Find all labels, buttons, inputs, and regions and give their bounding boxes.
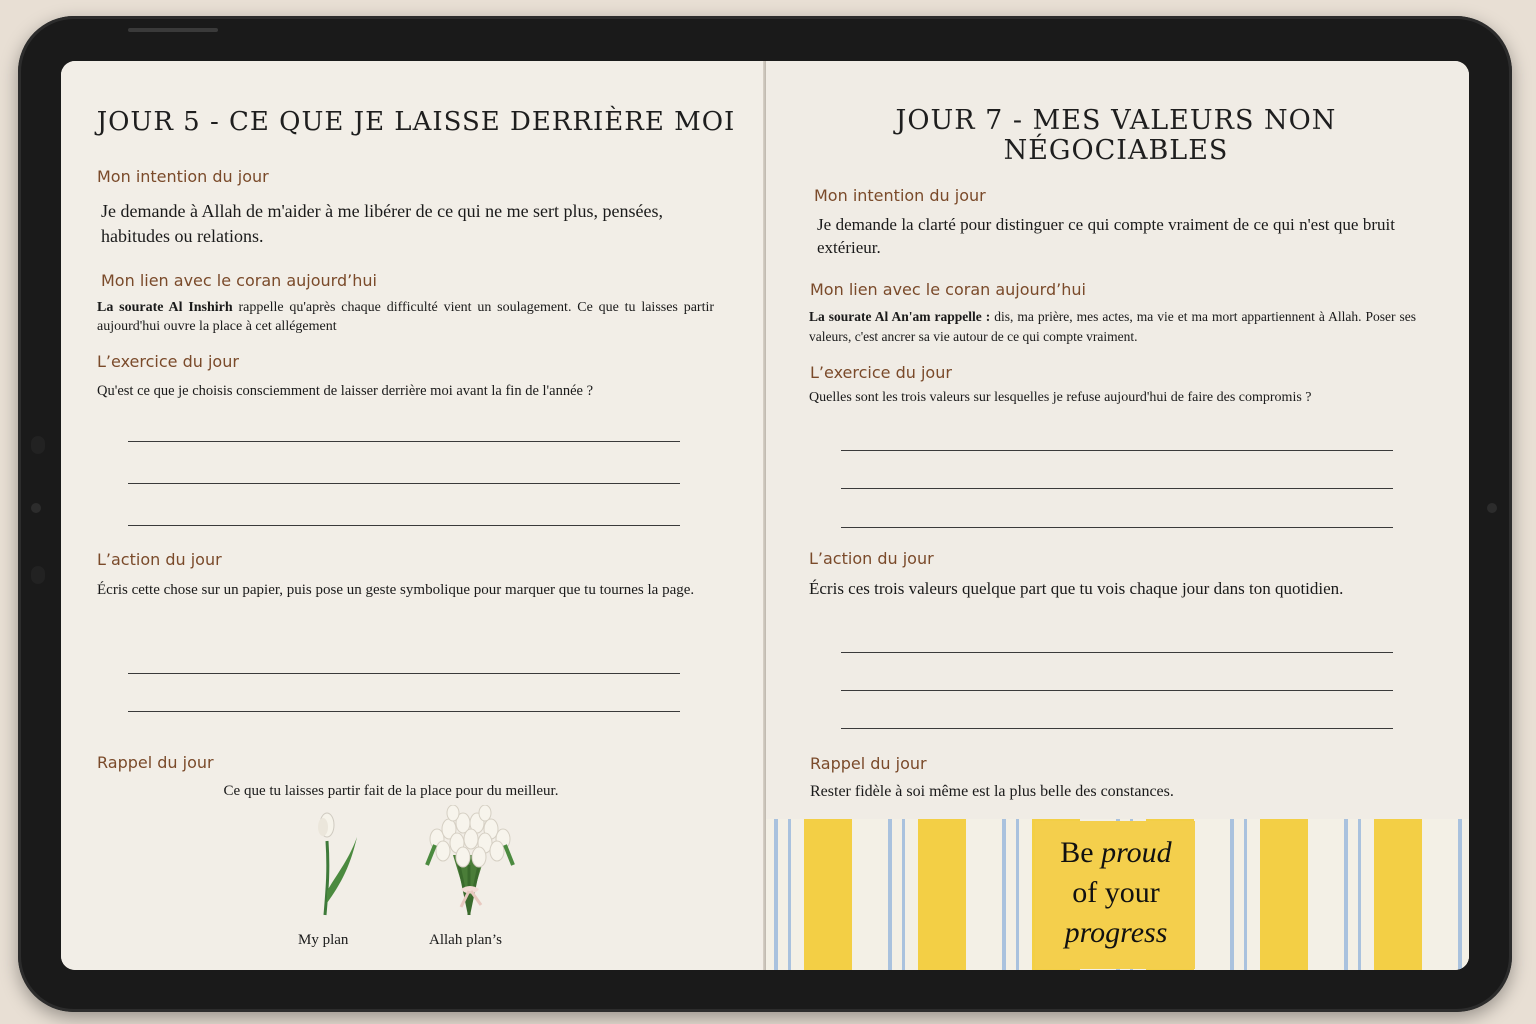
left-coran-bold: La sourate Al Inshirh bbox=[97, 300, 233, 315]
left-intention-text: Je demande à Allah de m'aider à me libérer de ce qui ne me sert plus, pensées, habitudes ou relations. bbox=[101, 201, 664, 246]
right-rappel-text: Rester fidèle à soi même est la plus belle des constances. bbox=[810, 783, 1174, 800]
left-exercice-heading: L’exercice du jour bbox=[97, 352, 239, 371]
right-action-heading: L’action du jour bbox=[809, 549, 934, 568]
writing-line[interactable] bbox=[841, 652, 1393, 653]
quote-word-of-your: of your bbox=[1072, 876, 1160, 909]
writing-line[interactable] bbox=[128, 711, 680, 712]
motivational-quote bbox=[1036, 833, 1196, 953]
right-intention-heading: Mon intention du jour bbox=[814, 186, 986, 205]
quote-word-proud: proud bbox=[1101, 836, 1172, 869]
right-action-text: Écris ces trois valeurs quelque part que tu vois chaque jour dans ton quotidien. bbox=[809, 579, 1344, 598]
writing-line[interactable] bbox=[128, 483, 680, 484]
right-intention-text: Je demande la clarté pour distinguer ce qui compte vraiment de ce qui n'est que bruit extérieur. bbox=[817, 215, 1395, 257]
right-exercice-heading: L’exercice du jour bbox=[810, 363, 952, 382]
side-button-bottom bbox=[31, 566, 45, 584]
left-coran-body: rappelle qu'après chaque difficulté vient un soulagement. Ce que tu laisses partir aujourd'hui ouvre la place à cet allégement bbox=[97, 300, 715, 334]
left-page-title: JOUR 5 - CE QUE JE LAISSE DERRIÈRE MOI bbox=[96, 107, 736, 137]
writing-line[interactable] bbox=[128, 441, 680, 442]
writing-line[interactable] bbox=[841, 728, 1393, 729]
left-coran-heading: Mon lien avec le coran aujourd’hui bbox=[101, 271, 377, 290]
tablet-screen bbox=[61, 61, 1469, 970]
left-exercice-text: Qu'est ce que je choisis consciemment de laisser derrière moi avant la fin de l'année ? bbox=[97, 383, 594, 399]
power-button bbox=[128, 28, 218, 32]
my-plan-label: My plan bbox=[298, 932, 349, 948]
quote-word-be: Be bbox=[1060, 836, 1094, 869]
right-coran-bold: La sourate Al An'am rappelle : bbox=[809, 309, 991, 324]
right-coran-heading: Mon lien avec le coran aujourd’hui bbox=[810, 280, 1086, 299]
right-rappel-heading: Rappel du jour bbox=[810, 754, 927, 773]
right-exercice-text: Quelles sont les trois valeurs sur lesquelles je refuse aujourd'hui de faire des compromis ? bbox=[809, 390, 1312, 405]
writing-line[interactable] bbox=[841, 527, 1393, 528]
single-tulip-image bbox=[313, 811, 363, 919]
writing-line[interactable] bbox=[841, 450, 1393, 451]
left-action-heading: L’action du jour bbox=[97, 550, 222, 569]
left-rappel-heading: Rappel du jour bbox=[97, 753, 214, 772]
writing-line[interactable] bbox=[841, 690, 1393, 691]
writing-line[interactable] bbox=[128, 525, 680, 526]
left-rappel-text: Ce que tu laisses partir fait de la place pour du meilleur. bbox=[223, 783, 559, 799]
camera-right bbox=[1487, 503, 1497, 513]
camera-left bbox=[31, 503, 41, 513]
allah-plan-label: Allah plan’s bbox=[429, 932, 502, 948]
left-action-text: Écris cette chose sur un papier, puis pose un geste symbolique pour marquer que tu tournes la page. bbox=[97, 582, 695, 598]
right-coran-text bbox=[809, 307, 1416, 347]
left-page[interactable] bbox=[61, 61, 765, 970]
left-coran-text bbox=[97, 298, 714, 336]
quote-word-progress: progress bbox=[1064, 916, 1168, 949]
right-page-title-line1: JOUR 7 - MES VALEURS NON bbox=[895, 105, 1337, 136]
right-page-title-line2: NÉGOCIABLES bbox=[1003, 135, 1229, 166]
writing-line[interactable] bbox=[841, 488, 1393, 489]
side-button-top bbox=[31, 436, 45, 454]
left-intention-heading: Mon intention du jour bbox=[97, 167, 269, 186]
writing-line[interactable] bbox=[128, 673, 680, 674]
right-coran-body: dis, ma prière, mes actes, ma vie et ma mort appartiennent à Allah. Poser ses valeurs, c'est ancrer sa vie autour de ce qui compte vraiment. bbox=[809, 309, 1416, 344]
tulip-bouquet-image bbox=[423, 805, 515, 921]
